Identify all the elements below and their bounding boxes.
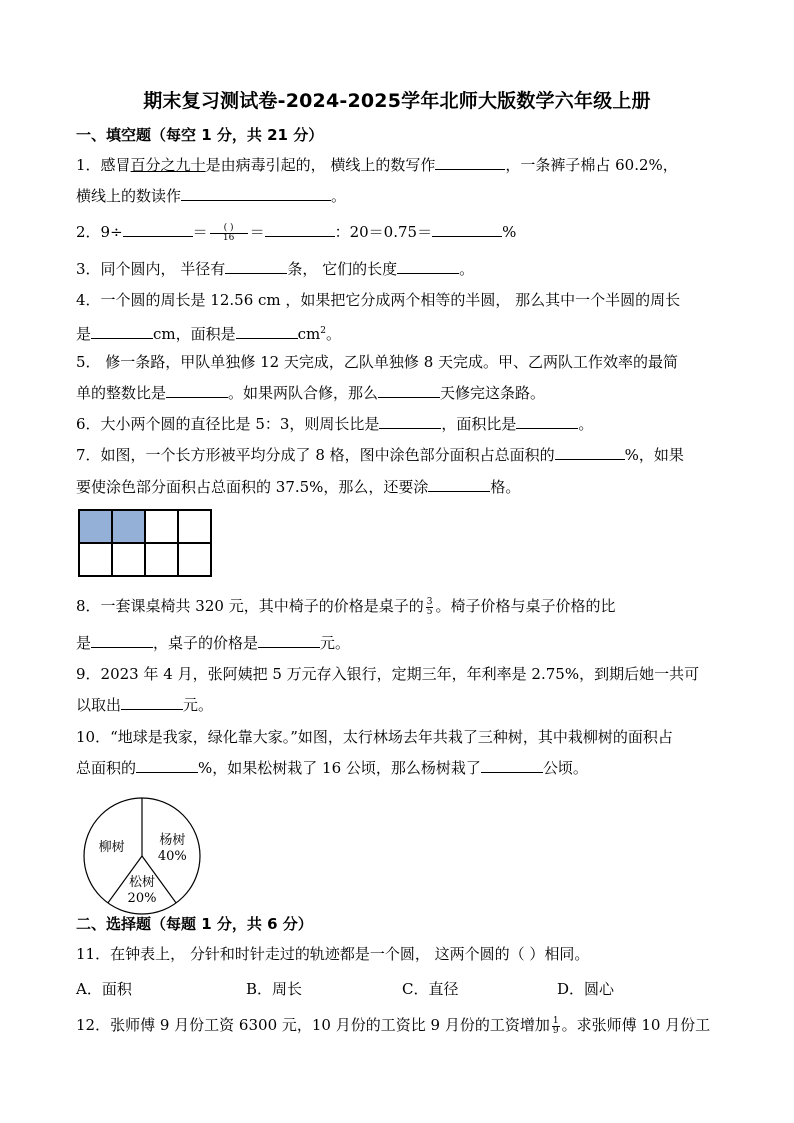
q8-text-b: 。椅子价格与桌子价格的比 <box>435 597 616 615</box>
q5-text-c: 天修完这条路。 <box>440 384 546 402</box>
question-2 <box>76 222 726 243</box>
page-title: 期末复习测试卷-2024-2025学年北师大版数学六年级上册 <box>143 90 651 112</box>
q4-text-d: 。 <box>326 325 342 343</box>
answer-blank[interactable] <box>435 155 505 170</box>
answer-blank[interactable] <box>378 383 440 398</box>
question-8-line-2 <box>76 633 726 653</box>
q12-text-b: 。求张师傅 10 月份工 <box>561 1016 711 1034</box>
fraction-denominator: 5 <box>426 606 433 617</box>
pie-slice-percent-label: 40% <box>157 849 187 865</box>
question-3 <box>76 259 726 279</box>
answer-blank[interactable] <box>258 633 320 648</box>
q2-text-a: 2．9÷ <box>76 223 123 241</box>
q4-text-c: cm <box>297 325 321 343</box>
answer-blank[interactable] <box>123 222 193 237</box>
q8-text-c: 是 <box>76 634 92 652</box>
q9-text-b: 元。 <box>183 696 214 714</box>
question-12-line-1 <box>76 1015 726 1036</box>
q1-text-e: 。 <box>331 187 347 205</box>
question-1-line-2 <box>76 186 726 206</box>
choice-b[interactable]: B．周长 <box>246 980 303 998</box>
answer-blank[interactable] <box>265 222 335 237</box>
q1-text-d: 横线上的数读作 <box>76 187 182 205</box>
grid-cell-shaded <box>112 510 145 543</box>
q8-text-e: 元。 <box>320 634 351 652</box>
q3-text-b: 条， 它们的长度 <box>287 260 398 278</box>
question-10-line-1: 10．“地球是我家，绿化靠大家。”如图，太行林场去年共栽了三种树，其中栽柳树的面积占 <box>76 728 673 746</box>
q8-text-d: ，桌子的价格是 <box>153 634 259 652</box>
q2-text-d: ：20＝0.75＝ <box>334 223 433 241</box>
pie-slice-name-label: 杨树 <box>159 833 186 849</box>
q2-text-c: ＝ <box>249 223 265 241</box>
question-11: 11．在钟表上， 分针和时针走过的轨迹都是一个圆， 这两个圆的（ ）相同。 <box>76 945 590 963</box>
q4-text-b: cm，面积是 <box>153 325 236 343</box>
q6-text-b: ，面积比是 <box>441 415 517 433</box>
q9-text-a: 以取出 <box>76 696 122 714</box>
q4-text-a: 是 <box>76 325 92 343</box>
answer-blank[interactable] <box>136 758 198 773</box>
answer-blank[interactable] <box>379 414 441 429</box>
q12-text-a: 12．张师傅 9 月份工资 6300 元，10 月份的工资比 9 月份的工资增加 <box>76 1016 550 1034</box>
pie-slice-percent-label: 20% <box>127 890 157 906</box>
grid-cell <box>145 510 178 543</box>
fraction-denominator: 9 <box>552 1025 559 1036</box>
choice-c[interactable]: C．直径 <box>402 980 459 998</box>
q2-text-e: % <box>502 223 517 241</box>
q6-text-c: 。 <box>578 415 594 433</box>
q5-text-b: 。如果两队合修，那么 <box>228 384 379 402</box>
q3-text-c: 。 <box>459 260 475 278</box>
fraction-denominator: 16 <box>222 232 235 243</box>
q7-text-c: 要使涂色部分面积占总面积的 37.5%，那么，还要涂 <box>76 478 429 496</box>
q1-underlined-text: 百分之九十 <box>130 156 206 174</box>
q7-text-a: 7．如图，一个长方形被平均分成了 8 格，图中涂色部分面积占总面积的 <box>76 446 555 464</box>
question-4-line-1: 4．一个圆的周长是 12.56 cm ，如果把它分成两个相等的半圆， 那么其中一个半圆的周长 <box>76 291 681 309</box>
question-10-line-2 <box>76 758 726 778</box>
question-6 <box>76 414 726 434</box>
answer-blank[interactable] <box>516 414 578 429</box>
answer-blank[interactable] <box>555 445 625 460</box>
question-9-line-2 <box>76 695 726 715</box>
tree-planting-pie-chart <box>72 786 212 926</box>
q12-fraction <box>552 1017 560 1036</box>
q10-text-c: 公顷。 <box>542 759 588 777</box>
answer-blank[interactable] <box>181 186 331 201</box>
grid-cell <box>145 543 178 576</box>
answer-blank[interactable] <box>236 324 298 339</box>
answer-blank[interactable] <box>428 477 490 492</box>
fraction-numerator: 3 <box>426 596 433 607</box>
grid-cell <box>178 510 211 543</box>
question-7-line-1 <box>76 445 726 465</box>
choice-a[interactable]: A．面积 <box>76 980 132 998</box>
answer-blank[interactable] <box>91 324 153 339</box>
grid-cell <box>112 543 145 576</box>
q5-text-a: 单的整数比是 <box>76 384 167 402</box>
answer-blank[interactable] <box>91 633 153 648</box>
q10-text-a: 总面积的 <box>76 759 137 777</box>
fraction-numerator: 1 <box>552 1015 559 1026</box>
answer-blank[interactable] <box>166 383 228 398</box>
answer-blank[interactable] <box>432 222 502 237</box>
q8-fraction <box>426 598 434 617</box>
q4-superscript: 2 <box>320 326 326 336</box>
question-1-line-1 <box>76 155 726 175</box>
answer-blank[interactable] <box>481 758 543 773</box>
grid-cell <box>178 543 211 576</box>
question-7-line-2 <box>76 477 726 497</box>
pie-slice-name-label: 柳树 <box>98 840 125 856</box>
q2-fraction <box>210 224 248 243</box>
fraction-numerator: ( ) <box>210 224 248 234</box>
question-5-line-2 <box>76 383 726 403</box>
answer-blank[interactable] <box>397 259 459 274</box>
q8-text-a: 8．一套课桌椅共 320 元，其中椅子的价格是桌子的 <box>76 597 424 615</box>
q1-text-c: ，一条裤子棉占 60.2%， <box>505 156 678 174</box>
q10-text-b: %，如果松树栽了 16 公顷，那么杨树栽了 <box>198 759 481 777</box>
section-heading-fill-in: 一、填空题（每空 1 分，共 21 分） <box>76 126 324 144</box>
pie-slice-name-label: 松树 <box>128 874 156 890</box>
answer-blank[interactable] <box>225 259 287 274</box>
question-4-line-2 <box>76 321 726 344</box>
question-9-line-1: 9．2023 年 4 月，张阿姨把 5 万元存入银行，定期三年，年利率是 2.75%，到期后她一共可 <box>76 665 700 683</box>
q1-text-a: 1．感冒 <box>76 156 131 174</box>
q7-text-b: %，如果 <box>624 446 684 464</box>
q7-text-d: 格。 <box>490 478 521 496</box>
q2-text-b: ＝ <box>192 223 208 241</box>
question-5-line-1: 5． 修一条路，甲队单独修 12 天完成，乙队单独修 8 天完成。甲、乙两队工作效率的最简 <box>76 353 679 371</box>
choice-d[interactable]: D．圆心 <box>557 980 615 998</box>
q7-rectangle-grid-figure <box>78 509 212 577</box>
grid-cell-shaded <box>79 510 112 543</box>
q6-text-a: 6．大小两个圆的直径比是 5：3，则周长比是 <box>76 415 380 433</box>
q3-text-a: 3．同个圆内， 半径有 <box>76 260 226 278</box>
section-heading-multiple-choice: 二、选择题（每题 1 分，共 6 分） <box>76 915 313 933</box>
answer-blank[interactable] <box>121 695 183 710</box>
grid-cell <box>79 543 112 576</box>
q1-text-b: 是由病毒引起的， 横线上的数写作 <box>205 156 436 174</box>
question-8-line-1 <box>76 596 726 617</box>
